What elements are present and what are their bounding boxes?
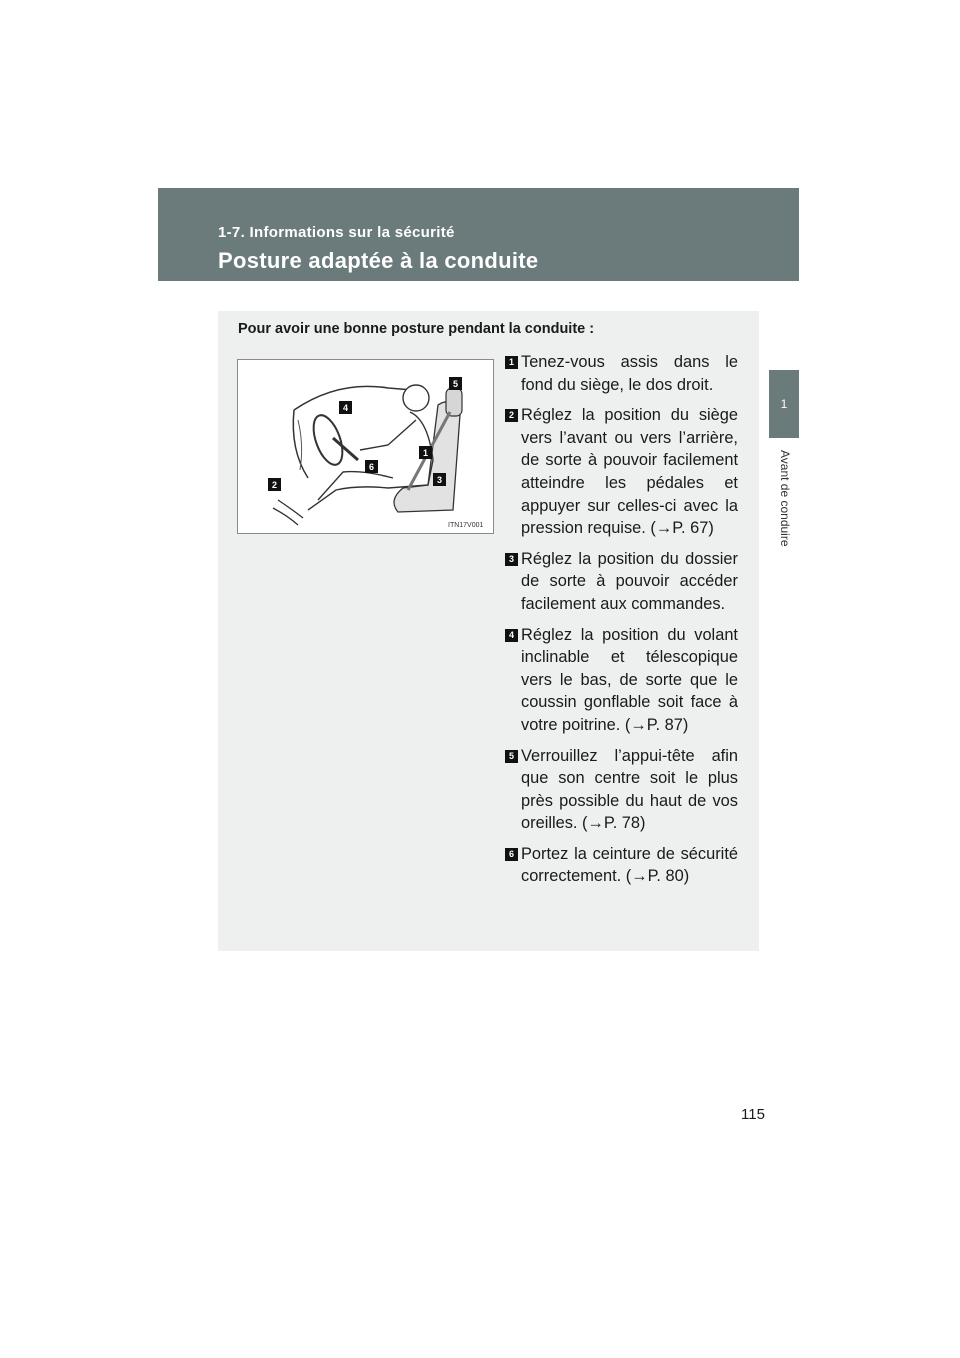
- item-text: Réglez la position du siège vers l’avant ou vers l’arrière, de sorte à pouvoir facilement atteindre les pédales et appuyer sur celles-ci avec la pression requise. (→P. 67): [521, 406, 738, 538]
- item-number: 5: [505, 750, 518, 763]
- callout-2: 2: [271, 480, 278, 490]
- callout-5: 5: [452, 379, 459, 389]
- item-text: Verrouillez l’appui-tête afin que son centre soit le plus près possible du haut de vos oreilles. (→P. 78): [521, 746, 738, 833]
- item-number: 3: [505, 553, 518, 566]
- section-label: 1-7. Informations sur la sécurité: [218, 224, 455, 241]
- callout-4: 4: [342, 403, 349, 413]
- driver-seat-diagram: [238, 360, 493, 533]
- item-text: Réglez la position du dossier de sorte à pouvoir accéder facilement aux commandes.: [521, 549, 738, 613]
- item-number: 4: [505, 629, 518, 642]
- page-number: 115: [741, 1106, 765, 1123]
- instruction-list: [505, 351, 738, 896]
- list-item: [505, 843, 738, 888]
- item-number: 6: [505, 848, 518, 861]
- list-item: [505, 624, 738, 737]
- driving-posture-illustration: [237, 359, 494, 534]
- chapter-tab-label: Avant de conduire: [778, 450, 792, 547]
- callout-6: 6: [368, 462, 375, 472]
- list-item: [505, 351, 738, 396]
- chapter-header: [158, 188, 799, 281]
- content-panel: [218, 311, 759, 951]
- list-item: [505, 404, 738, 540]
- list-item: [505, 745, 738, 835]
- intro-text: Pour avoir une bonne posture pendant la conduite :: [238, 321, 595, 337]
- chapter-tab: 1: [769, 370, 799, 438]
- item-text: Portez la ceinture de sécurité correctement. (→P. 80): [521, 844, 738, 886]
- item-text: Tenez-vous assis dans le fond du siège, le dos droit.: [521, 353, 738, 394]
- list-item: [505, 548, 738, 616]
- item-text: Réglez la position du volant inclinable et télescopique vers le bas, de sorte que le coussin gonflable soit face à votre poitrine. (→P. 87): [521, 625, 738, 734]
- callout-3: 3: [436, 475, 443, 485]
- item-number: 1: [505, 356, 518, 369]
- page-title: Posture adaptée à la conduite: [218, 248, 539, 273]
- item-number: 2: [505, 409, 518, 422]
- figure-code: ITN17V001: [448, 522, 484, 529]
- callout-1: 1: [422, 448, 429, 458]
